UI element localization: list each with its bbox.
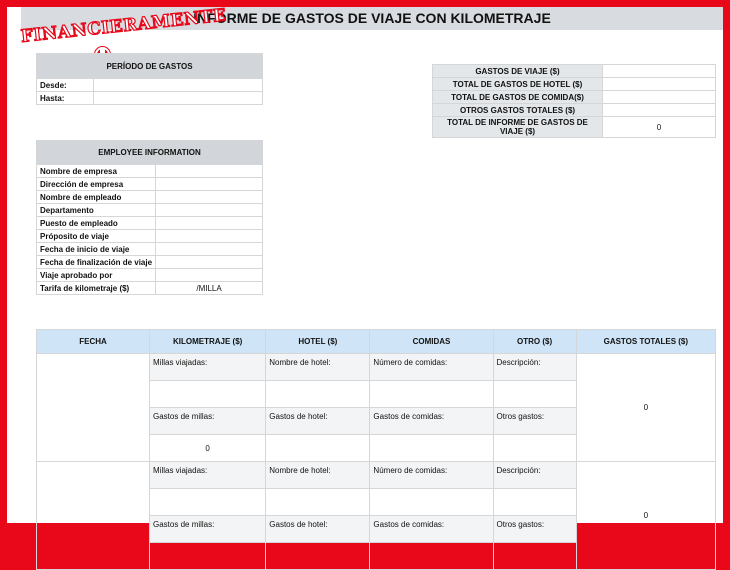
gastos-comidas-input[interactable]: [370, 435, 493, 462]
gastos-comidas-label: Gastos de comidas:: [370, 408, 493, 435]
hasta-input[interactable]: [94, 92, 263, 105]
employee-value[interactable]: [156, 165, 263, 178]
numero-comidas-label: Número de comidas:: [370, 462, 493, 489]
employee-value[interactable]: [156, 230, 263, 243]
employee-label: Tarifa de kilometraje ($): [37, 282, 156, 295]
employee-label: Viaje aprobado por: [37, 269, 156, 282]
nombre-hotel-input[interactable]: [266, 381, 370, 408]
col-otro: OTRO ($): [493, 330, 576, 354]
col-hotel: HOTEL ($): [266, 330, 370, 354]
gastos-millas-value[interactable]: 0: [150, 435, 266, 462]
gastos-viaje-value[interactable]: [603, 65, 716, 78]
gastos-hotel-input[interactable]: [266, 543, 370, 570]
logo-text: FINANCIERAMENTE: [19, 5, 228, 47]
employee-value[interactable]: [156, 217, 263, 230]
otros-gastos-input[interactable]: [493, 543, 576, 570]
numero-comidas-input[interactable]: [370, 489, 493, 516]
employee-label: Dirección de empresa: [37, 178, 156, 191]
employee-label: Fecha de inicio de viaje: [37, 243, 156, 256]
employee-label: Nombre de empleado: [37, 191, 156, 204]
total-comida-value[interactable]: [603, 91, 716, 104]
employee-value[interactable]: [156, 178, 263, 191]
descripcion-input[interactable]: [493, 489, 576, 516]
total-informe-label: TOTAL DE INFORME DE GASTOS DE VIAJE ($): [433, 117, 603, 138]
employee-value[interactable]: [156, 191, 263, 204]
gastos-comidas-input[interactable]: [370, 543, 493, 570]
col-gastos-totales: GASTOS TOTALES ($): [576, 330, 715, 354]
periodo-header: PERÍODO DE GASTOS: [37, 54, 263, 79]
gastos-hotel-input[interactable]: [266, 435, 370, 462]
spreadsheet: [7, 5, 723, 529]
total-hotel-value[interactable]: [603, 78, 716, 91]
numero-comidas-label: Número de comidas:: [370, 354, 493, 381]
employee-table: [36, 140, 263, 295]
gastos-table: [36, 329, 716, 570]
otros-gastos-input[interactable]: [493, 435, 576, 462]
otros-gastos-entry-label: Otros gastos:: [493, 408, 576, 435]
col-comidas: COMIDAS: [370, 330, 493, 354]
gastos-totales-value[interactable]: 0: [576, 354, 715, 462]
numero-comidas-input[interactable]: [370, 381, 493, 408]
total-comida-label: TOTAL DE GASTOS DE COMIDA($): [433, 91, 603, 104]
col-fecha: FECHA: [37, 330, 150, 354]
col-kilometraje: KILOMETRAJE ($): [150, 330, 266, 354]
descripcion-input[interactable]: [493, 381, 576, 408]
employee-value[interactable]: [156, 269, 263, 282]
periodo-table: [36, 53, 263, 105]
employee-label: Puesto de empleado: [37, 217, 156, 230]
hasta-label: Hasta:: [37, 92, 94, 105]
gastos-comidas-label: Gastos de comidas:: [370, 516, 493, 543]
employee-label: Nombre de empresa: [37, 165, 156, 178]
report-title: INFORME DE GASTOS DE VIAJE CON KILOMETRAJE: [21, 7, 723, 30]
employee-value[interactable]: [156, 243, 263, 256]
gastos-millas-value[interactable]: [150, 543, 266, 570]
gastos-millas-label: Gastos de millas:: [150, 408, 266, 435]
desde-label: Desde:: [37, 79, 94, 92]
millas-viajadas-input[interactable]: [150, 381, 266, 408]
descripcion-label: Descripción:: [493, 354, 576, 381]
nombre-hotel-label: Nombre de hotel:: [266, 462, 370, 489]
employee-value[interactable]: [156, 256, 263, 269]
gastos-totales-value[interactable]: 0: [576, 462, 715, 570]
otros-gastos-entry-label: Otros gastos:: [493, 516, 576, 543]
descripcion-label: Descripción:: [493, 462, 576, 489]
total-hotel-label: TOTAL DE GASTOS DE HOTEL ($): [433, 78, 603, 91]
employee-header: EMPLOYEE INFORMATION: [37, 141, 263, 165]
employee-value[interactable]: [156, 204, 263, 217]
otros-gastos-value[interactable]: [603, 104, 716, 117]
totales-table: [432, 64, 716, 138]
nombre-hotel-label: Nombre de hotel:: [266, 354, 370, 381]
gastos-millas-label: Gastos de millas:: [150, 516, 266, 543]
gastos-hotel-label: Gastos de hotel:: [266, 408, 370, 435]
gastos-viaje-label: GASTOS DE VIAJE ($): [433, 65, 603, 78]
employee-label: Departamento: [37, 204, 156, 217]
millas-viajadas-input[interactable]: [150, 489, 266, 516]
fecha-cell[interactable]: [37, 354, 150, 462]
employee-label: Próposito de viaje: [37, 230, 156, 243]
millas-viajadas-label: Millas viajadas:: [150, 462, 266, 489]
nombre-hotel-input[interactable]: [266, 489, 370, 516]
tarifa-kilometraje-value[interactable]: /MILLA: [156, 282, 263, 295]
millas-viajadas-label: Millas viajadas:: [150, 354, 266, 381]
otros-gastos-label: OTROS GASTOS TOTALES ($): [433, 104, 603, 117]
fecha-cell[interactable]: [37, 462, 150, 570]
gastos-hotel-label: Gastos de hotel:: [266, 516, 370, 543]
total-informe-value[interactable]: 0: [603, 117, 716, 138]
desde-input[interactable]: [94, 79, 263, 92]
employee-label: Fecha de finalización de viaje: [37, 256, 156, 269]
